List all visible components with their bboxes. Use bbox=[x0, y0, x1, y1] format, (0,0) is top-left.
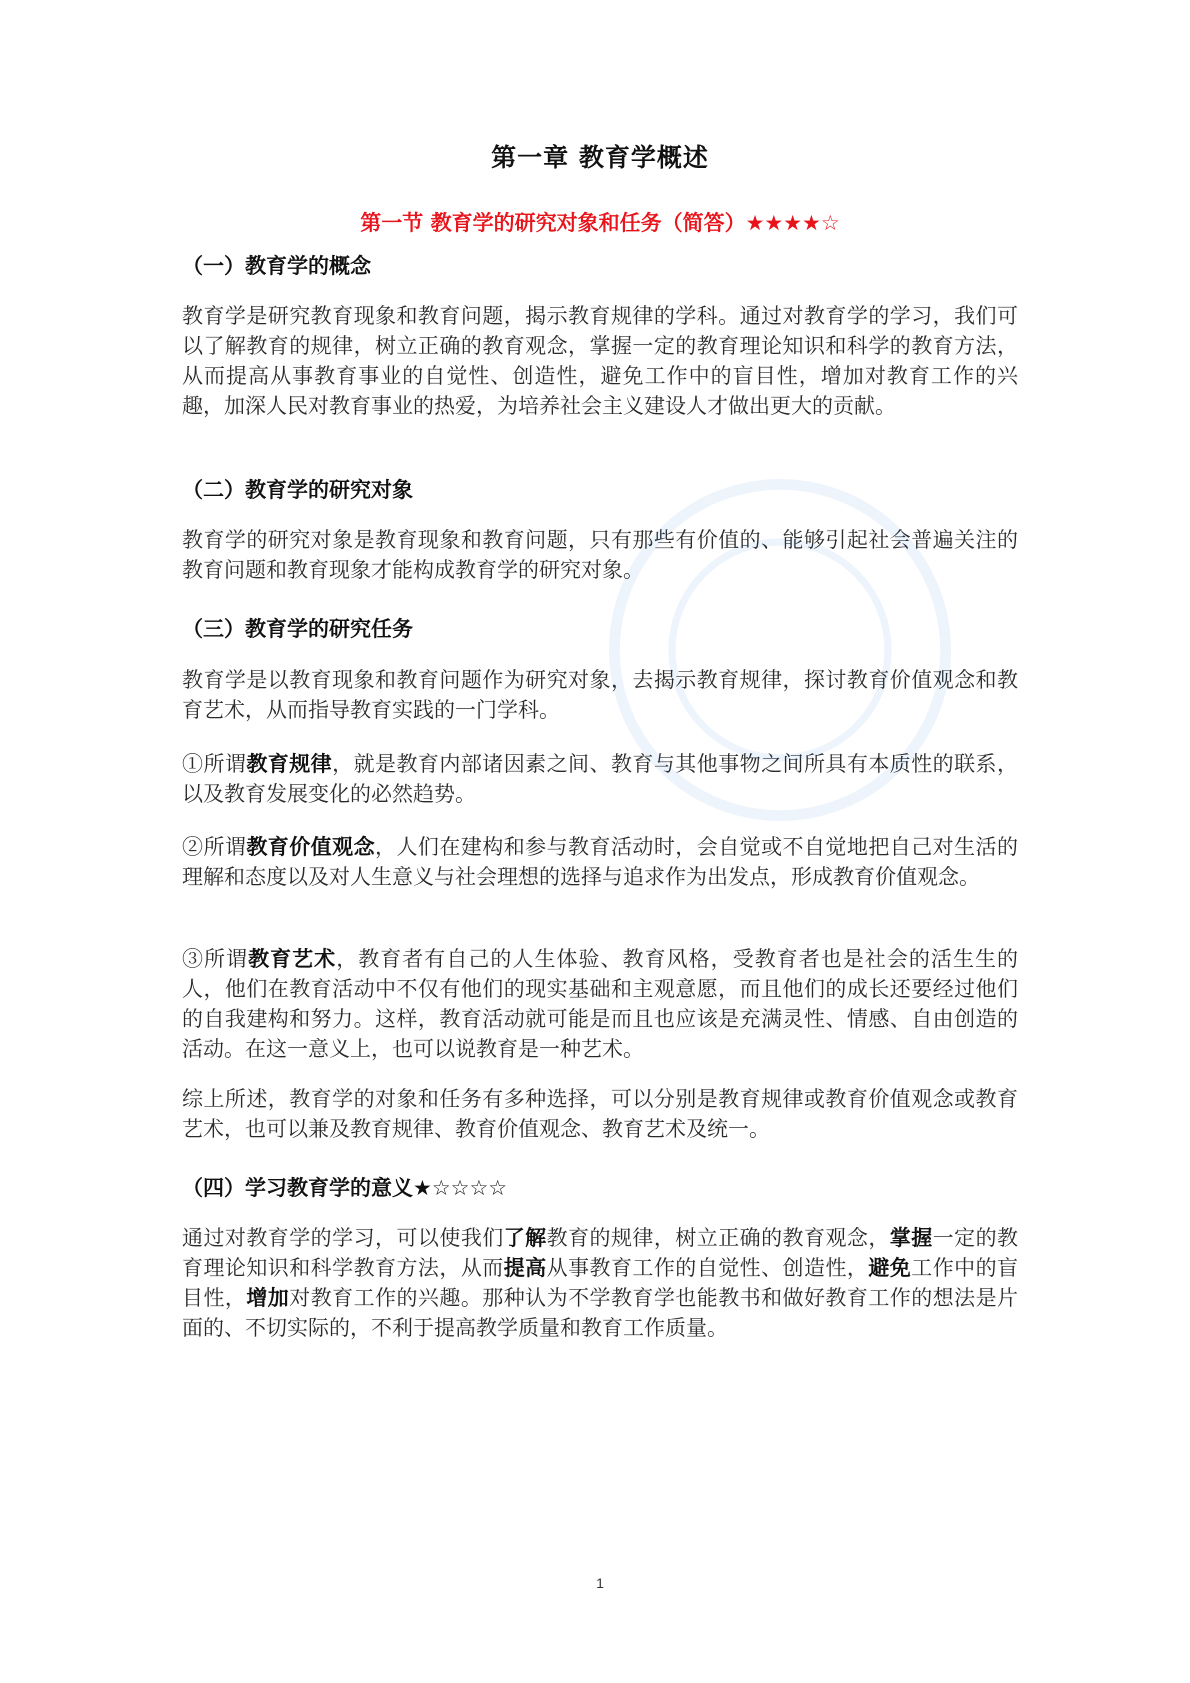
text-run: 从事教育工作的自觉性、创造性， bbox=[546, 1256, 869, 1280]
bold-term: 避免 bbox=[868, 1255, 912, 1280]
item-prefix: ③所谓 bbox=[182, 947, 249, 971]
item-term: 教育价值观念 bbox=[246, 834, 376, 859]
paragraph-research-task: 教育学是以教育现象和教育问题作为研究对象，去揭示教育规律，探讨教育价值观念和教育艺术，从而指导教育实践的一门学科。 bbox=[182, 668, 1018, 722]
item-term: 教育规律 bbox=[246, 751, 333, 776]
text-run: 教育的规律，树立正确的教育观念， bbox=[546, 1226, 890, 1250]
item-term: 教育艺术 bbox=[248, 946, 337, 971]
text-run: 工作中的盲目性， bbox=[182, 1256, 1019, 1310]
item-education-value bbox=[182, 832, 1018, 892]
heading-research-task: （三）教育学的研究任务 bbox=[182, 617, 413, 641]
item-prefix: ②所谓 bbox=[182, 835, 247, 859]
heading-concept: （一）教育学的概念 bbox=[182, 254, 371, 278]
item-text: ，人们在建构和参与教育活动时，会自觉或不自觉地把自己对生活的理解和态度以及对人生意义与社会理想的选择与追求作为出发点，形成教育价值观念。 bbox=[182, 835, 1019, 889]
item-text: ，教育者有自己的人生体验、教育风格，受教育者也是社会的活生生的人，他们在教育活动中不仅有他们的现实基础和主观意愿，而且他们的成长还要经过他们的自我建构和努力。这样，教育活动就可能是而且也应该是充满灵性、情感、自由创造的活动。在这一意义上，也可以说教育是一种艺术。 bbox=[182, 947, 1019, 1061]
bold-term: 了解 bbox=[503, 1225, 547, 1250]
item-education-law bbox=[182, 749, 1018, 809]
bold-term: 提高 bbox=[503, 1255, 547, 1280]
item-prefix: ①所谓 bbox=[182, 752, 247, 776]
bold-term: 增加 bbox=[246, 1285, 290, 1310]
item-education-art bbox=[182, 944, 1018, 1064]
page-number: 1 bbox=[596, 1575, 604, 1591]
heading-significance: （四）学习教育学的意义★☆☆☆☆ bbox=[182, 1176, 508, 1200]
item-text: ，就是教育内部诸因素之间、教育与其他事物之间所具有本质性的联系，以及教育发展变化的必然趋势。 bbox=[182, 752, 1019, 806]
heading-research-object: （二）教育学的研究对象 bbox=[182, 478, 413, 502]
text-run: 一定的教育理论知识和科学教育方法，从而 bbox=[182, 1226, 1019, 1280]
paragraph-summary: 综上所述，教育学的对象和任务有多种选择，可以分别是教育规律或教育价值观念或教育艺术，也可以兼及教育规律、教育价值观念、教育艺术及统一。 bbox=[182, 1087, 1018, 1141]
text-run: 对教育工作的兴趣。那种认为不学教育学也能教书和做好教育工作的想法是片面的、不切实际的，不利于提高教学质量和教育工作质量。 bbox=[182, 1286, 1019, 1340]
bold-term: 掌握 bbox=[889, 1225, 933, 1250]
section-title: 第一节 教育学的研究对象和任务（简答）★★★★☆ bbox=[360, 211, 840, 235]
chapter-title: 第一章 教育学概述 bbox=[491, 143, 709, 172]
paragraph-significance bbox=[182, 1223, 1018, 1343]
paragraph-concept: 教育学是研究教育现象和教育问题，揭示教育规律的学科。通过对教育学的学习，我们可以了解教育的规律，树立正确的教育观念，掌握一定的教育理论知识和科学的教育方法，从而提高从事教育事业的自觉性、创造性，避免工作中的盲目性，增加对教育工作的兴趣，加深人民对教育事业的热爱，为培养社会主义建设人才做出更大的贡献。 bbox=[182, 304, 1018, 418]
paragraph-research-object: 教育学的研究对象是教育现象和教育问题，只有那些有价值的、能够引起社会普遍关注的教育问题和教育现象才能构成教育学的研究对象。 bbox=[182, 528, 1018, 582]
document-page bbox=[182, 0, 1018, 1683]
text-run: 通过对教育学的学习，可以使我们 bbox=[182, 1226, 504, 1250]
